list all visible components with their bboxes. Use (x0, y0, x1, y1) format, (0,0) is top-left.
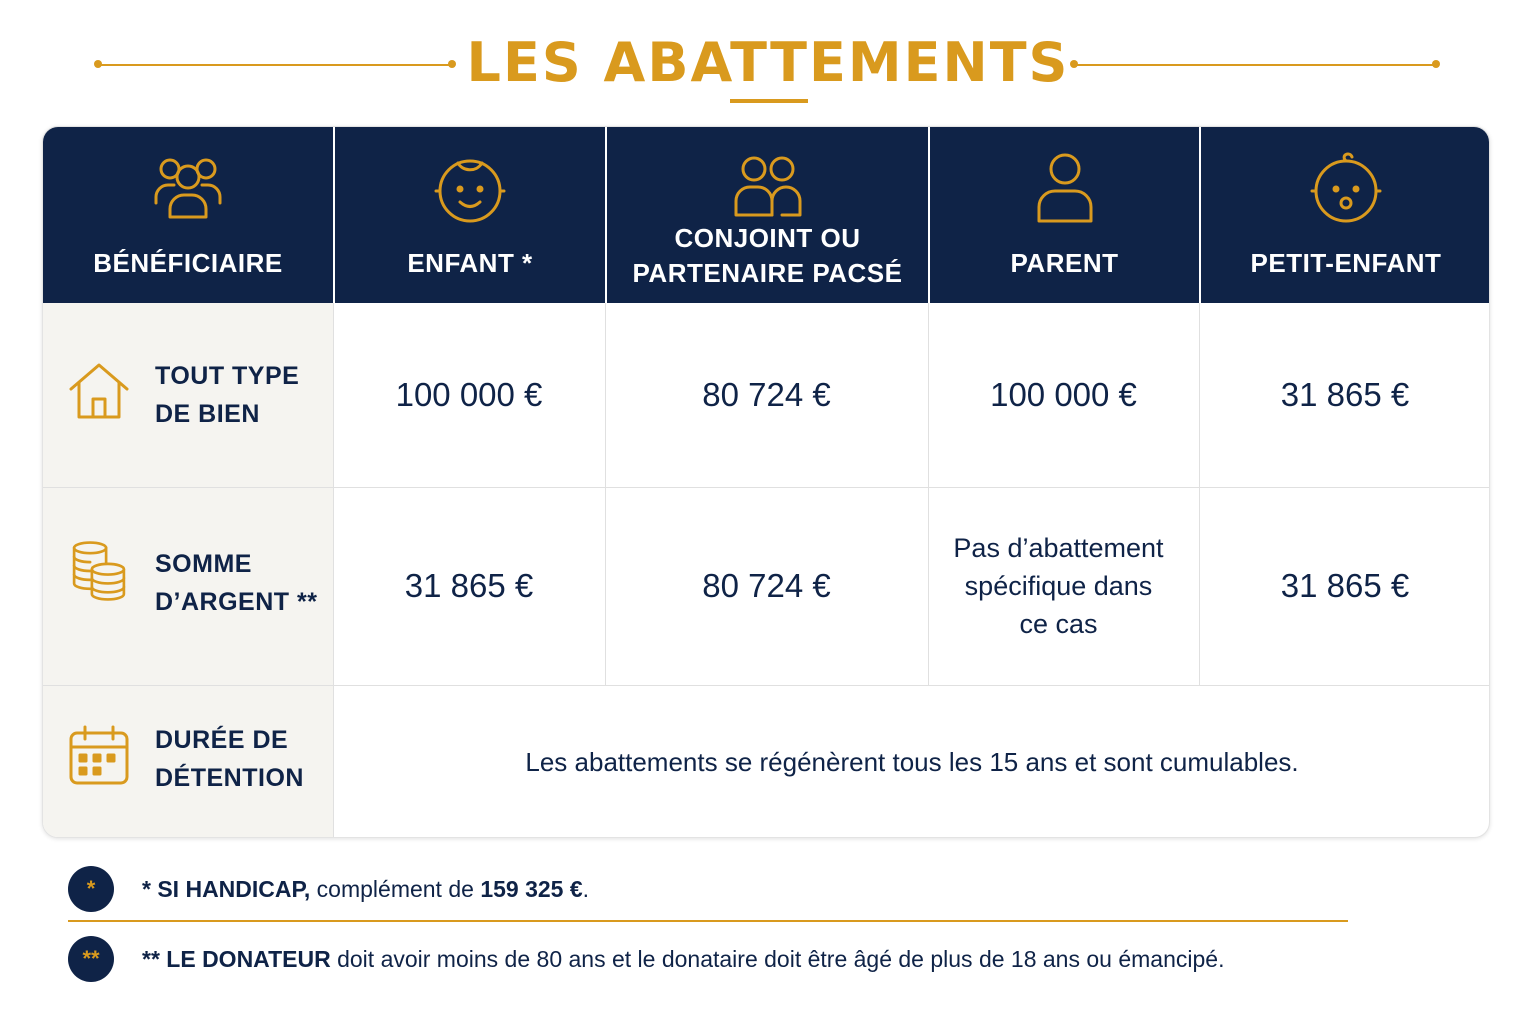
footnote-1 (68, 866, 1368, 912)
header-beneficiary (43, 127, 333, 303)
couple-icon (607, 149, 928, 227)
row-divider (43, 487, 1490, 488)
decorative-line-right (1074, 64, 1436, 66)
row-label: DURÉE DE DÉTENTION (155, 726, 304, 792)
header-label: PARENT (1010, 247, 1119, 278)
header-label: CONJOINT OU PARTENAIRE PACSÉ (632, 223, 903, 288)
row-label-somme (43, 487, 333, 685)
title-underline (730, 99, 808, 103)
row-label-duree (43, 685, 333, 838)
person-icon (930, 149, 1199, 227)
page-title: LES ABATTEMENTS (466, 31, 1070, 94)
column-divider (1199, 303, 1200, 685)
calendar-icon (67, 723, 131, 787)
row-label: TOUT TYPE DE BIEN (155, 362, 300, 428)
house-icon (67, 359, 131, 423)
header-label: BÉNÉFICIAIRE (93, 247, 283, 278)
value-cell: 31 865 € (1280, 376, 1410, 413)
child-face-icon (335, 149, 605, 227)
footnote-separator (68, 920, 1348, 922)
row-divider (43, 685, 1490, 686)
header-conjoint (605, 127, 928, 303)
header-label: ENFANT * (407, 247, 533, 278)
column-divider (928, 303, 929, 685)
allowance-table (42, 126, 1490, 838)
group-icon (43, 149, 333, 227)
footnote-text: ** LE DONATEUR doit avoir moins de 80 ans et le donataire doit être âgé de plus de 18 ans ou émancipé. (142, 946, 1225, 972)
header-petit-enfant (1199, 127, 1490, 303)
column-divider (333, 303, 334, 838)
baby-face-icon (1201, 149, 1490, 227)
asterisk-badge: * (68, 866, 114, 912)
header-label: PETIT-ENFANT (1250, 247, 1442, 278)
value-cell: 80 724 € (702, 567, 831, 604)
header-enfant (333, 127, 605, 303)
coins-icon (67, 539, 131, 603)
value-cell-note: Pas d’abattement spécifique dans ce cas (953, 533, 1164, 639)
decorative-dot (1432, 60, 1440, 68)
title-block (0, 30, 1536, 100)
value-cell: 31 865 € (1280, 567, 1410, 604)
asterisk-badge: ** (68, 936, 114, 982)
header-parent (928, 127, 1199, 303)
value-cell: 100 000 € (990, 376, 1137, 413)
row-label-tout-type (43, 303, 333, 487)
value-cell: 100 000 € (395, 376, 543, 413)
footnote-text: * SI HANDICAP, complément de 159 325 €. (142, 876, 590, 902)
column-divider (605, 303, 606, 685)
merged-value-cell: Les abattements se régénèrent tous les 15 ans et sont cumulables. (525, 746, 1299, 777)
value-cell: 80 724 € (702, 376, 831, 413)
row-label: SOMME D’ARGENT ** (155, 550, 318, 616)
value-cell: 31 865 € (404, 567, 534, 604)
footnote-2 (68, 936, 1368, 982)
